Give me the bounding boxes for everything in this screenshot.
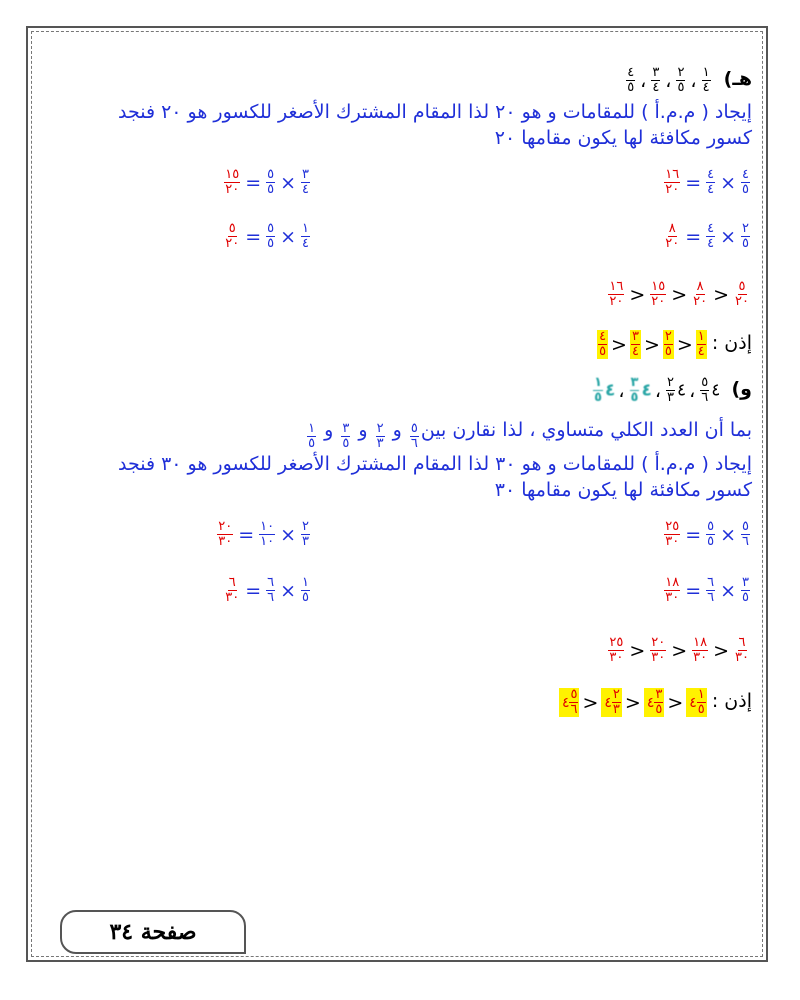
- operator: =: [685, 579, 702, 602]
- result-ordering: [559, 688, 707, 717]
- operator: ×: [720, 579, 737, 602]
- section-w-eq-row1: [48, 520, 752, 549]
- operator: >: [629, 283, 646, 306]
- highlighted-value: ٤ $\frac{٢}{٣}$: [601, 688, 622, 717]
- therefore-label: إذن :: [711, 332, 752, 354]
- fraction: $\frac{١٦}{٢٠}$: [665, 167, 680, 197]
- operator: ،: [640, 69, 647, 92]
- highlighted-value: ٤ $\frac{١}{٥}$: [686, 688, 707, 717]
- section-w-label: و): [731, 378, 752, 400]
- operator: >: [713, 639, 730, 662]
- fraction: $\frac{٢}{٥}$: [742, 221, 749, 251]
- fraction: $\frac{٤}{٥}$: [599, 329, 607, 359]
- highlighted-value: [597, 330, 608, 359]
- fraction: $\frac{٥}{٥}$: [707, 519, 715, 549]
- operator: >: [611, 333, 627, 356]
- section-h-order: [48, 280, 752, 309]
- fraction: $\frac{٣}{٥}$: [742, 575, 749, 605]
- operator: ×: [280, 523, 297, 546]
- section-h-text2: كسور مكافئة لها يكون مقامها ٢٠: [494, 127, 752, 149]
- operator: >: [667, 691, 684, 714]
- ordering: [606, 280, 752, 309]
- operator: >: [629, 639, 646, 662]
- fraction: $\frac{٥}{٢٠}$: [735, 279, 749, 309]
- operator: =: [685, 523, 702, 546]
- fraction: $\frac{٢}{٣}$: [302, 519, 309, 549]
- equation: [222, 168, 312, 197]
- operator: ×: [280, 171, 297, 194]
- operator: ،: [618, 379, 625, 402]
- section-h-eq-row2: [48, 222, 752, 251]
- fraction: $\frac{٨}{٢٠}$: [665, 221, 680, 251]
- fraction: $\frac{٣}{٤}$: [631, 329, 639, 359]
- fraction: $\frac{٥}{٦}$: [742, 519, 749, 549]
- highlighted-value: ٤ $\frac{٥}{٦}$: [559, 688, 580, 717]
- fraction: $\frac{١٥}{٢٠}$: [225, 167, 240, 197]
- fraction: $\frac{٤}{٤}$: [707, 167, 715, 197]
- given-mixed-numbers: [591, 375, 721, 405]
- operator: =: [245, 171, 262, 194]
- operator: =: [245, 579, 262, 602]
- section-h-result: [48, 330, 752, 359]
- conjunction: و: [386, 419, 408, 441]
- fraction: $\frac{١٠}{١٠}$: [260, 519, 275, 549]
- equation: [662, 575, 752, 605]
- fraction: $\frac{٢٥}{٣٠}$: [609, 635, 624, 665]
- equation: [662, 519, 752, 549]
- operator: =: [245, 225, 262, 248]
- operator: =: [238, 523, 255, 546]
- fraction: $\frac{٥}{٥}$: [267, 167, 275, 197]
- operator: ،: [689, 379, 696, 402]
- fraction: $\frac{١}{٤}$: [697, 329, 705, 359]
- operator: ،: [690, 69, 697, 92]
- highlighted-value: [663, 330, 674, 359]
- fraction: $\frac{١٦}{٢٠}$: [609, 279, 624, 309]
- fraction: $\frac{٦}{٣٠}$: [225, 575, 240, 605]
- section-w-text2: كسور مكافئة لها يكون مقامها ٣٠: [494, 479, 752, 501]
- fraction: $\frac{٤}{٤}$: [707, 221, 715, 251]
- fraction: $\frac{١٥}{٢٠}$: [651, 279, 666, 309]
- operator: ،: [654, 379, 662, 402]
- operator: =: [685, 225, 702, 248]
- highlighted-value: [630, 330, 641, 359]
- fraction: $\frac{٢}{٥}$: [677, 65, 685, 95]
- fraction: $\frac{٨}{٢٠}$: [693, 279, 708, 309]
- section-w-result: [48, 688, 752, 717]
- operator: ×: [720, 523, 737, 546]
- fraction: $\frac{٥}{٦}$: [410, 420, 418, 451]
- fraction: $\frac{٦}{٣٠}$: [735, 635, 749, 665]
- highlighted-value: ٤ $\frac{٣}{٥}$: [644, 688, 665, 717]
- section-w-given: [48, 376, 752, 405]
- equation: [662, 167, 752, 197]
- operator: ×: [720, 171, 737, 194]
- operator: >: [624, 691, 641, 714]
- operator: >: [671, 639, 688, 662]
- fraction: $\frac{٢}{٣}$: [376, 420, 384, 451]
- operator: =: [685, 171, 702, 194]
- fraction: $\frac{٢٥}{٣٠}$: [665, 519, 680, 549]
- mixed-number: ٤ $\frac{٢}{٣}$: [667, 375, 687, 405]
- operator: >: [582, 691, 599, 714]
- fraction: $\frac{١}{٤}$: [702, 65, 710, 95]
- operator: >: [671, 283, 688, 306]
- fraction: $\frac{٣}{٥}$: [655, 687, 663, 717]
- fraction: $\frac{٦}{٦}$: [707, 575, 715, 605]
- fraction: $\frac{١}{٥}$: [308, 420, 316, 451]
- section-h-label: هـ): [723, 68, 752, 90]
- operator: ،: [665, 69, 672, 92]
- operator: >: [676, 333, 693, 356]
- fraction: $\frac{٢٠}{٣٠}$: [218, 519, 233, 549]
- fraction: $\frac{١}{٥}$: [594, 375, 603, 405]
- operator: >: [643, 333, 660, 356]
- fraction: $\frac{٣}{٤}$: [302, 167, 309, 197]
- operator: ×: [280, 225, 297, 248]
- fraction: $\frac{١}{٤}$: [302, 221, 309, 251]
- section-w-compare: [48, 418, 752, 451]
- fraction: $\frac{١٨}{٣٠}$: [665, 575, 680, 605]
- operator: >: [713, 283, 730, 306]
- compare-text: بما أن العدد الكلي متساوي ، لذا نقارن بين: [420, 419, 752, 441]
- fraction: $\frac{٤}{٥}$: [627, 65, 635, 95]
- fraction: $\frac{٣}{٥}$: [342, 420, 350, 451]
- fraction: $\frac{٣}{٥}$: [630, 375, 639, 405]
- result-ordering: [597, 330, 707, 359]
- ordering: [606, 636, 752, 665]
- equation: [222, 576, 312, 605]
- equation: [222, 222, 312, 251]
- fraction: $\frac{٥}{٢٠}$: [225, 221, 240, 251]
- conjunction: و: [352, 419, 374, 441]
- equation: [215, 520, 312, 549]
- fraction: $\frac{٢}{٥}$: [664, 329, 672, 359]
- operator: ×: [720, 225, 737, 248]
- highlighted-value: [696, 330, 707, 359]
- fraction: $\frac{١}{٥}$: [697, 687, 705, 717]
- conjunction: و: [318, 419, 340, 441]
- section-w-eq-row2: [48, 576, 752, 605]
- operator: ×: [280, 579, 297, 602]
- therefore-label: إذن :: [711, 690, 752, 712]
- mixed-number: ٤ $\frac{٣}{٥}$: [630, 375, 652, 405]
- section-h-eq-row1: [48, 168, 752, 197]
- fraction: $\frac{٥}{٦}$: [570, 687, 578, 717]
- fraction: $\frac{٥}{٥}$: [267, 221, 275, 251]
- fraction: $\frac{٥}{٦}$: [701, 375, 709, 405]
- fraction: $\frac{٢٠}{٣٠}$: [651, 635, 666, 665]
- fraction: $\frac{٢}{٣}$: [612, 687, 620, 717]
- given-fractions: [624, 65, 712, 95]
- equation: [662, 221, 752, 251]
- section-w-order: [48, 636, 752, 665]
- fraction: $\frac{١٨}{٣٠}$: [693, 635, 708, 665]
- section-w-text1: إيجاد ( م.م.أ ) للمقامات و هو ٣٠ لذا المقام المشترك الأصغر للكسور هو ٣٠ فنجد: [117, 453, 752, 475]
- mixed-number: ٤ $\frac{٥}{٦}$: [701, 375, 721, 405]
- fraction: $\frac{٢}{٣}$: [667, 375, 674, 405]
- section-h-given: [48, 66, 752, 95]
- fraction: $\frac{٦}{٦}$: [267, 575, 275, 605]
- section-h-text1: إيجاد ( م.م.أ ) للمقامات و هو ٢٠ لذا المقام المشترك الأصغر للكسور هو ٢٠ فنجد: [117, 101, 752, 123]
- fraction: $\frac{٣}{٤}$: [652, 65, 660, 95]
- page-number: صفحة ٣٤: [109, 919, 197, 945]
- mixed-number: ٤ $\frac{١}{٥}$: [594, 375, 616, 405]
- fraction: $\frac{٤}{٥}$: [742, 167, 749, 197]
- page-number-badge: [60, 910, 246, 954]
- fraction: $\frac{١}{٥}$: [302, 575, 309, 605]
